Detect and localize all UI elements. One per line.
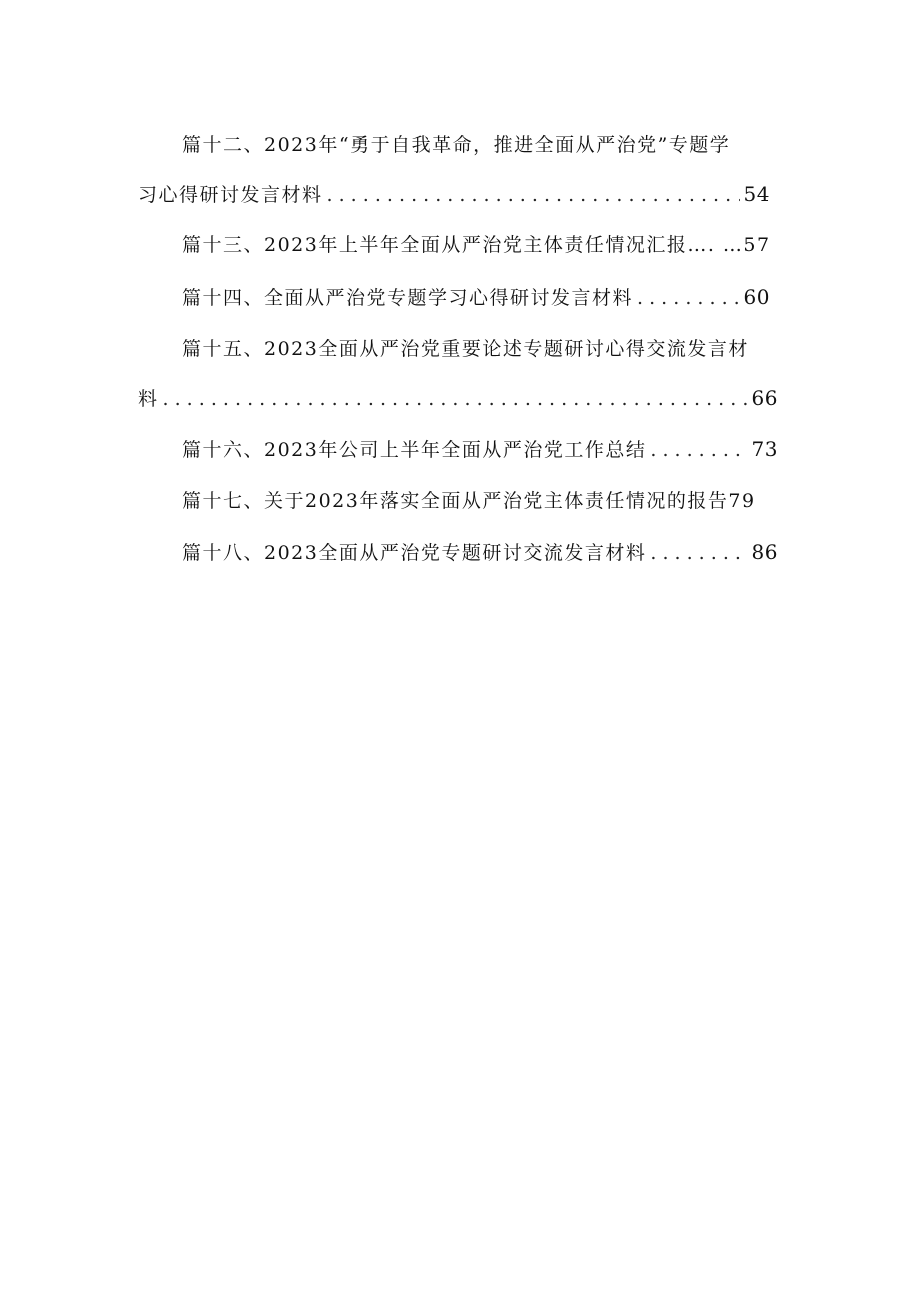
toc-entry-15-line2[interactable]	[138, 385, 778, 411]
dot-leader	[327, 182, 740, 208]
toc-entry-16[interactable]	[182, 436, 778, 462]
toc-entry-16-page: 73	[751, 437, 778, 461]
toc-entry-14[interactable]	[182, 284, 770, 310]
dot-leader	[637, 285, 740, 311]
toc-entry-17[interactable]: 篇十七、关于2023年落实全面从严治党主体责任情况的报告79	[182, 490, 756, 512]
toc-entry-12-title-end: 习心得研讨发言材料	[138, 184, 323, 206]
toc-entry-12-page: 54	[743, 182, 770, 206]
toc-entry-15-page: 66	[751, 386, 778, 410]
toc-entry-16-title: 篇十六、2023年公司上半年全面从严治党工作总结	[182, 439, 647, 461]
dot-leader	[650, 437, 747, 463]
toc-entry-12-line2[interactable]	[138, 181, 770, 207]
dot-leader	[163, 386, 748, 412]
toc-entry-13[interactable]: 篇十三、2023年上半年全面从严治党主体责任情况汇报…. …57	[182, 234, 771, 256]
toc-entry-14-title: 篇十四、全面从严治党专题学习心得研讨发言材料	[182, 287, 634, 309]
toc-entry-18-title: 篇十八、2023全面从严治党专题研讨交流发言材料	[182, 542, 647, 564]
toc-entry-15-title-end: 料	[138, 388, 159, 410]
toc-entry-14-page: 60	[743, 285, 770, 309]
dot-leader	[650, 540, 747, 566]
toc-entry-18[interactable]	[182, 539, 778, 565]
toc-entry-12-line1: 篇十二、2023年“勇于自我革命，推进全面从严治党”专题学	[182, 134, 731, 156]
toc-entry-18-page: 86	[751, 540, 778, 564]
toc-entry-15-line1: 篇十五、2023全面从严治党重要论述专题研讨心得交流发言材	[182, 338, 749, 360]
